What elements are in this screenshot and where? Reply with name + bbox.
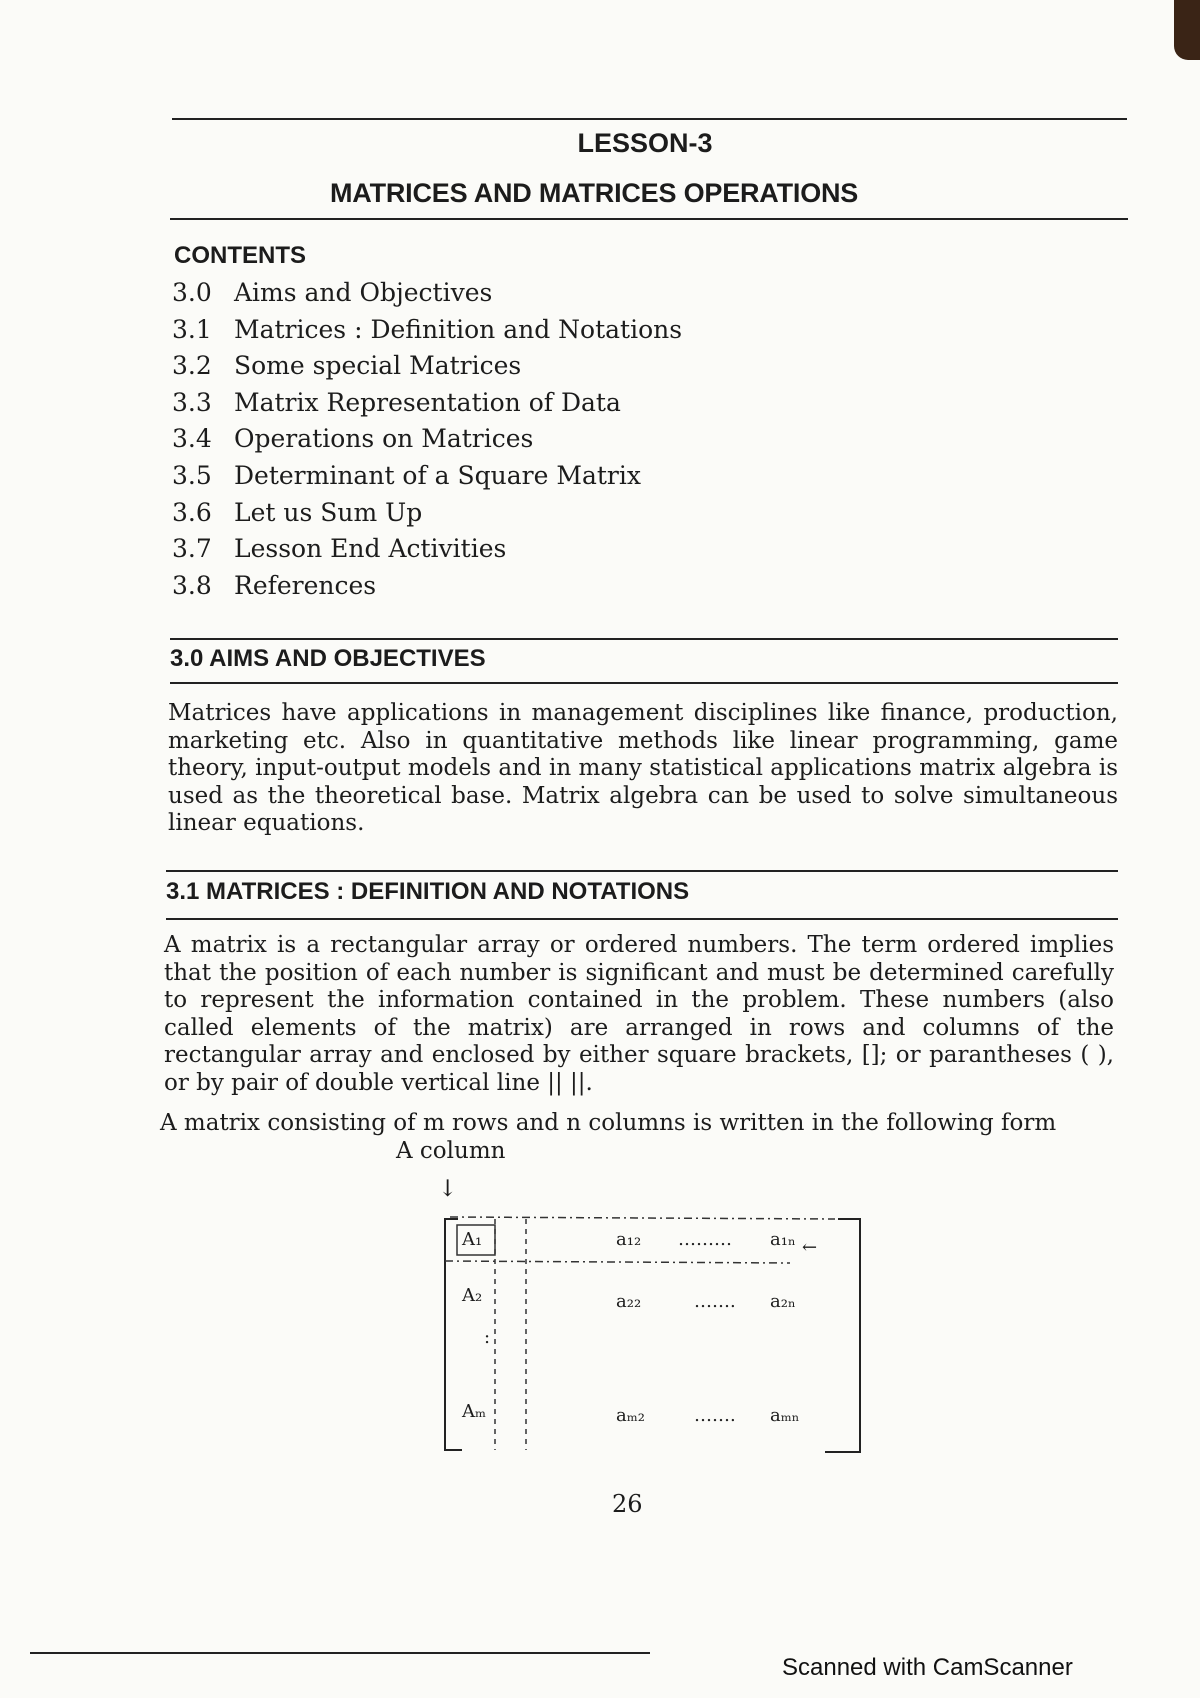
contents-item-number: 3.1 <box>172 314 212 344</box>
contents-item-number: 3.2 <box>172 351 212 381</box>
matrix-entry-am: Aₘ <box>462 1401 487 1422</box>
contents-item-label: Determinant of a Square Matrix <box>234 460 641 490</box>
matrix-form-sentence: A matrix consisting of m rows and n columns is written in the following form <box>160 1110 1057 1136</box>
contents-item-number: 3.7 <box>172 534 212 564</box>
contents-item-label: Aims and Objectives <box>234 278 493 307</box>
contents-item-label: Some special Matrices <box>234 351 522 381</box>
section-rule-bottom <box>170 682 1118 684</box>
matrix-entry-a1: A₁ <box>462 1229 483 1250</box>
matrix-entry-a12: a₁₂ <box>616 1229 642 1250</box>
contents-item <box>172 534 682 571</box>
contents-item-number: 3.3 <box>172 387 212 417</box>
contents-item <box>172 315 682 352</box>
contents-item <box>172 571 682 608</box>
contents-list <box>172 278 682 607</box>
contents-item-number: 3.0 <box>172 278 212 307</box>
section-rule-top <box>166 870 1118 872</box>
contents-item-label: Matrices : Definition and Notations <box>234 314 683 344</box>
contents-item <box>172 498 682 535</box>
section-rule-top <box>170 638 1118 640</box>
matrix-entry-a1n: a₁ₙ <box>770 1229 796 1250</box>
contents-item-label: References <box>234 570 377 600</box>
page-number: 26 <box>612 1490 643 1518</box>
page-corner-shadow <box>1174 0 1200 60</box>
title-rule <box>170 218 1128 220</box>
matrix-dots: ……. <box>694 1405 736 1426</box>
scanner-watermark: Scanned with CamScanner <box>782 1654 1073 1681</box>
matrix-vdots: : <box>484 1327 491 1348</box>
contents-item-number: 3.6 <box>172 497 212 527</box>
column-label: A column <box>396 1138 506 1164</box>
lesson-number: LESSON-3 <box>577 128 713 158</box>
contents-item <box>172 351 682 388</box>
matrix-entry-a22: a₂₂ <box>616 1291 642 1312</box>
matrix-entry-am2: aₘ₂ <box>616 1405 645 1426</box>
contents-item <box>172 424 682 461</box>
section-heading-aims: 3.0 AIMS AND OBJECTIVES <box>170 645 486 672</box>
row-arrow-icon: ← <box>802 1237 818 1258</box>
contents-item <box>172 388 682 425</box>
contents-item-number: 3.5 <box>172 460 212 490</box>
matrix-dots: ……… <box>678 1229 732 1250</box>
contents-item-label: Lesson End Activities <box>234 534 507 564</box>
contents-item <box>172 278 682 315</box>
contents-item-number: 3.4 <box>172 424 212 454</box>
contents-item-label: Matrix Representation of Data <box>234 387 621 417</box>
matrix-entry-a2: A₂ <box>462 1285 483 1306</box>
contents-heading: CONTENTS <box>174 242 306 269</box>
section-rule-bottom <box>166 918 1118 920</box>
lesson-title: MATRICES AND MATRICES OPERATIONS <box>330 178 859 208</box>
contents-item <box>172 461 682 498</box>
aims-paragraph: Matrices have applications in management disciplines like finance, production, marketing etc. Also in quantitative methods like linear programming, game theory, input-output models and in many statistical applications matrix algebra is used as the theoretical base. Matrix algebra can be used to solve simultaneous linear equations. <box>168 700 1118 836</box>
matrix-diagram <box>440 1215 870 1455</box>
matrix-entry-amn: aₘₙ <box>770 1405 800 1426</box>
down-arrow-icon: ↓ <box>438 1176 458 1202</box>
contents-item-label: Operations on Matrices <box>234 424 534 454</box>
definition-paragraph: A matrix is a rectangular array or ordered numbers. The term ordered implies that the position of each number is significant and must be determined carefully to represent the information contained in the problem. These numbers (also called elements of the matrix) are arranged in rows and columns of the rectangular array and enclosed by either square brackets, []; or parantheses ( ), or by pair of double vertical line || ||. <box>164 932 1114 1096</box>
matrix-entry-a2n: a₂ₙ <box>770 1291 796 1312</box>
bottom-rule <box>30 1652 650 1654</box>
contents-item-number: 3.8 <box>172 570 212 600</box>
matrix-dots: ……. <box>694 1291 736 1312</box>
contents-item-label: Let us Sum Up <box>234 497 423 527</box>
top-rule <box>172 118 1127 120</box>
section-heading-definition: 3.1 MATRICES : DEFINITION AND NOTATIONS <box>166 878 690 905</box>
